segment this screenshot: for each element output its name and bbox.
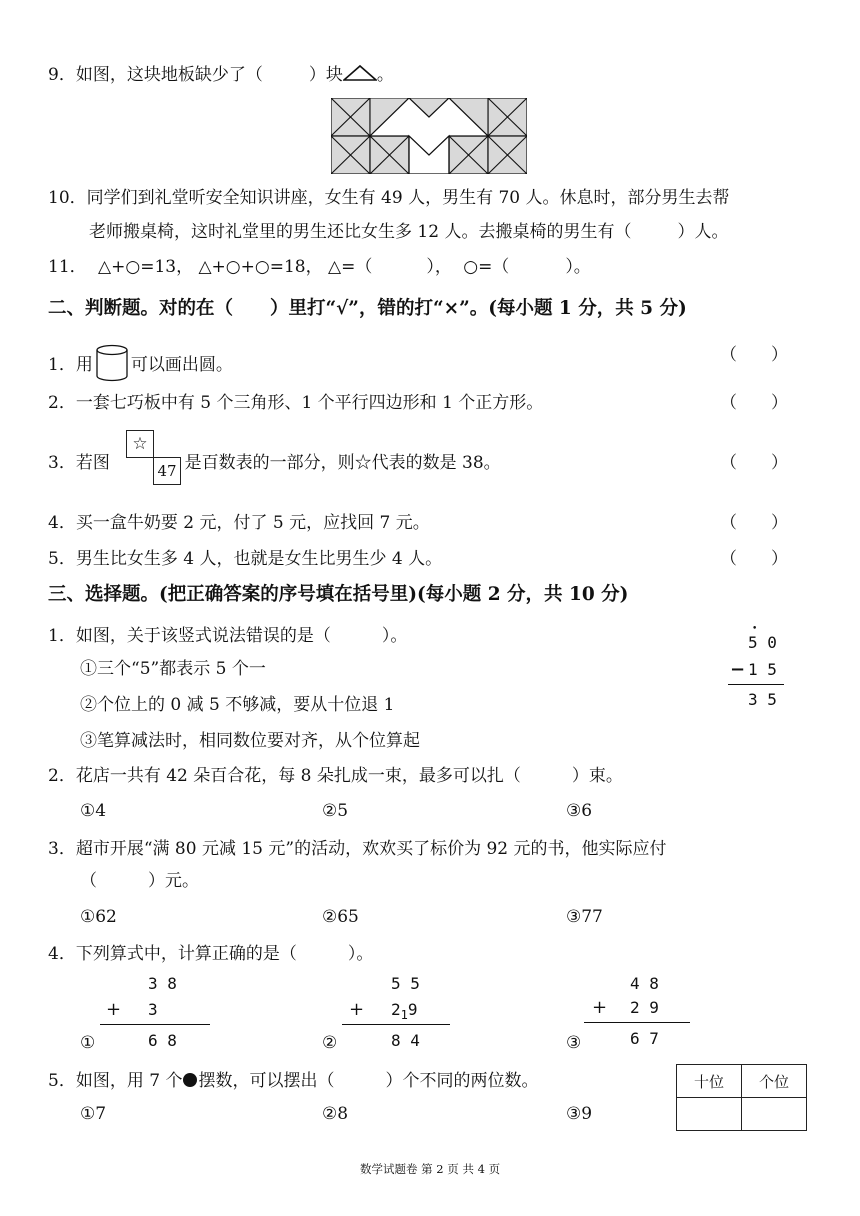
ones-cell <box>742 1098 807 1131</box>
s3-q3-line1: 3．超市开展“满 80 元减 15 元”的活动，欢欢买了标价为 92 元的书，他实际应付 <box>48 839 667 859</box>
calc-rule <box>728 684 784 685</box>
s3-q1-opt3: ③笔算减法时，相同数位要对齐，从个位算起 <box>80 731 420 751</box>
s2-item-3: 3．若图 是百数表的一部分，则☆代表的数是 38。 <box>48 453 501 473</box>
calc-res: 3 5 <box>748 690 777 709</box>
q9-text-after: ）块 <box>308 65 343 85</box>
q11: 11． △+○=13， △+○+○=18， △=（ ）， ○=（ ）。 <box>48 257 591 277</box>
floor-tiles-figure <box>331 98 527 174</box>
s2-item-1: 1．用 可以画出圆。 <box>48 344 233 382</box>
tens-cell <box>677 1098 742 1131</box>
q9: 9．如图，这块地板缺少了（ ）块 。 <box>48 65 394 85</box>
s2-paren-2: （ ） <box>720 393 788 413</box>
s3-q4: 4．下列算式中，计算正确的是（ ）。 <box>48 944 374 964</box>
s3-q2-opt1: ①4 <box>80 801 107 821</box>
section3-heading: 三、选择题。(把正确答案的序号填在括号里)(每小题 2 分，共 10 分) <box>48 584 629 605</box>
s2-item-4: 4．买一盒牛奶要 2 元，付了 5 元，应找回 7 元。 <box>48 513 430 533</box>
q10-line1: 10．同学们到礼堂听安全知识讲座，女生有 49 人，男生有 70 人。休息时，部分男生去帮 <box>48 188 730 208</box>
calc-sub: 1 5 <box>748 660 777 679</box>
cylinder-icon <box>95 344 129 382</box>
calc-minus: − <box>730 659 746 680</box>
q10-line2: 老师搬桌椅，这时礼堂里的男生还比女生多 12 人。去搬桌椅的男生有（ ）人。 <box>89 222 729 242</box>
s3-q3-opt1: ①62 <box>80 907 117 927</box>
q9-num: 9． <box>48 65 76 85</box>
s3-q3-line2: （ ）元。 <box>80 871 199 891</box>
calc-top: 5 0 <box>748 633 777 652</box>
s3-q5-opt1: ①7 <box>80 1104 107 1124</box>
s3-q5-opt2: ②8 <box>322 1104 349 1124</box>
s2-paren-3: （ ） <box>720 453 788 473</box>
place-value-table <box>676 1064 807 1131</box>
hundred-chart-star-cell: ☆ <box>126 430 154 458</box>
s3-q2: 2．花店一共有 42 朵百合花，每 8 朵扎成一束，最多可以扎（ ）束。 <box>48 766 623 786</box>
ones-header: 个位 <box>742 1065 807 1098</box>
triangle-tile-icon <box>343 64 377 82</box>
page-footer: 数学试题卷 第 2 页 共 4 页 <box>360 1162 501 1176</box>
s2-item-5: 5．男生比女生多 4 人，也就是女生比男生少 4 人。 <box>48 549 443 569</box>
q9-text: 如图，这块地板缺少了（ <box>75 65 263 85</box>
black-dot-icon <box>182 1072 198 1088</box>
s2-paren-1: （ ） <box>720 345 788 365</box>
hundred-chart-47-cell: 47 <box>153 457 181 485</box>
s2-paren-5: （ ） <box>720 549 788 569</box>
s3-q3-opt3: ③77 <box>566 907 603 927</box>
s3-q3-opt2: ②65 <box>322 907 359 927</box>
tens-header: 十位 <box>677 1065 742 1098</box>
s3-q2-opt2: ②5 <box>322 801 349 821</box>
section2-heading: 二、判断题。对的在（ ）里打“√”，错的打“×”。(每小题 1 分，共 5 分) <box>48 298 687 319</box>
s2-paren-4: （ ） <box>720 513 788 533</box>
s3-q1: 1．如图，关于该竖式说法错误的是（ ）。 <box>48 626 408 646</box>
s3-q5-opt3: ③9 <box>566 1104 593 1124</box>
s3-q2-opt3: ③6 <box>566 801 593 821</box>
s2-item-2: 2．一套七巧板中有 5 个三角形、1 个平行四边形和 1 个正方形。 <box>48 393 544 413</box>
s3-q5: 5．如图，用 7 个 摆数，可以摆出（ ）个不同的两位数。 <box>48 1071 539 1091</box>
s3-q1-opt1: ①三个“5”都表示 5 个一 <box>80 659 266 679</box>
s3-q1-opt2: ②个位上的 0 减 5 不够减，要从十位退 1 <box>80 695 395 715</box>
